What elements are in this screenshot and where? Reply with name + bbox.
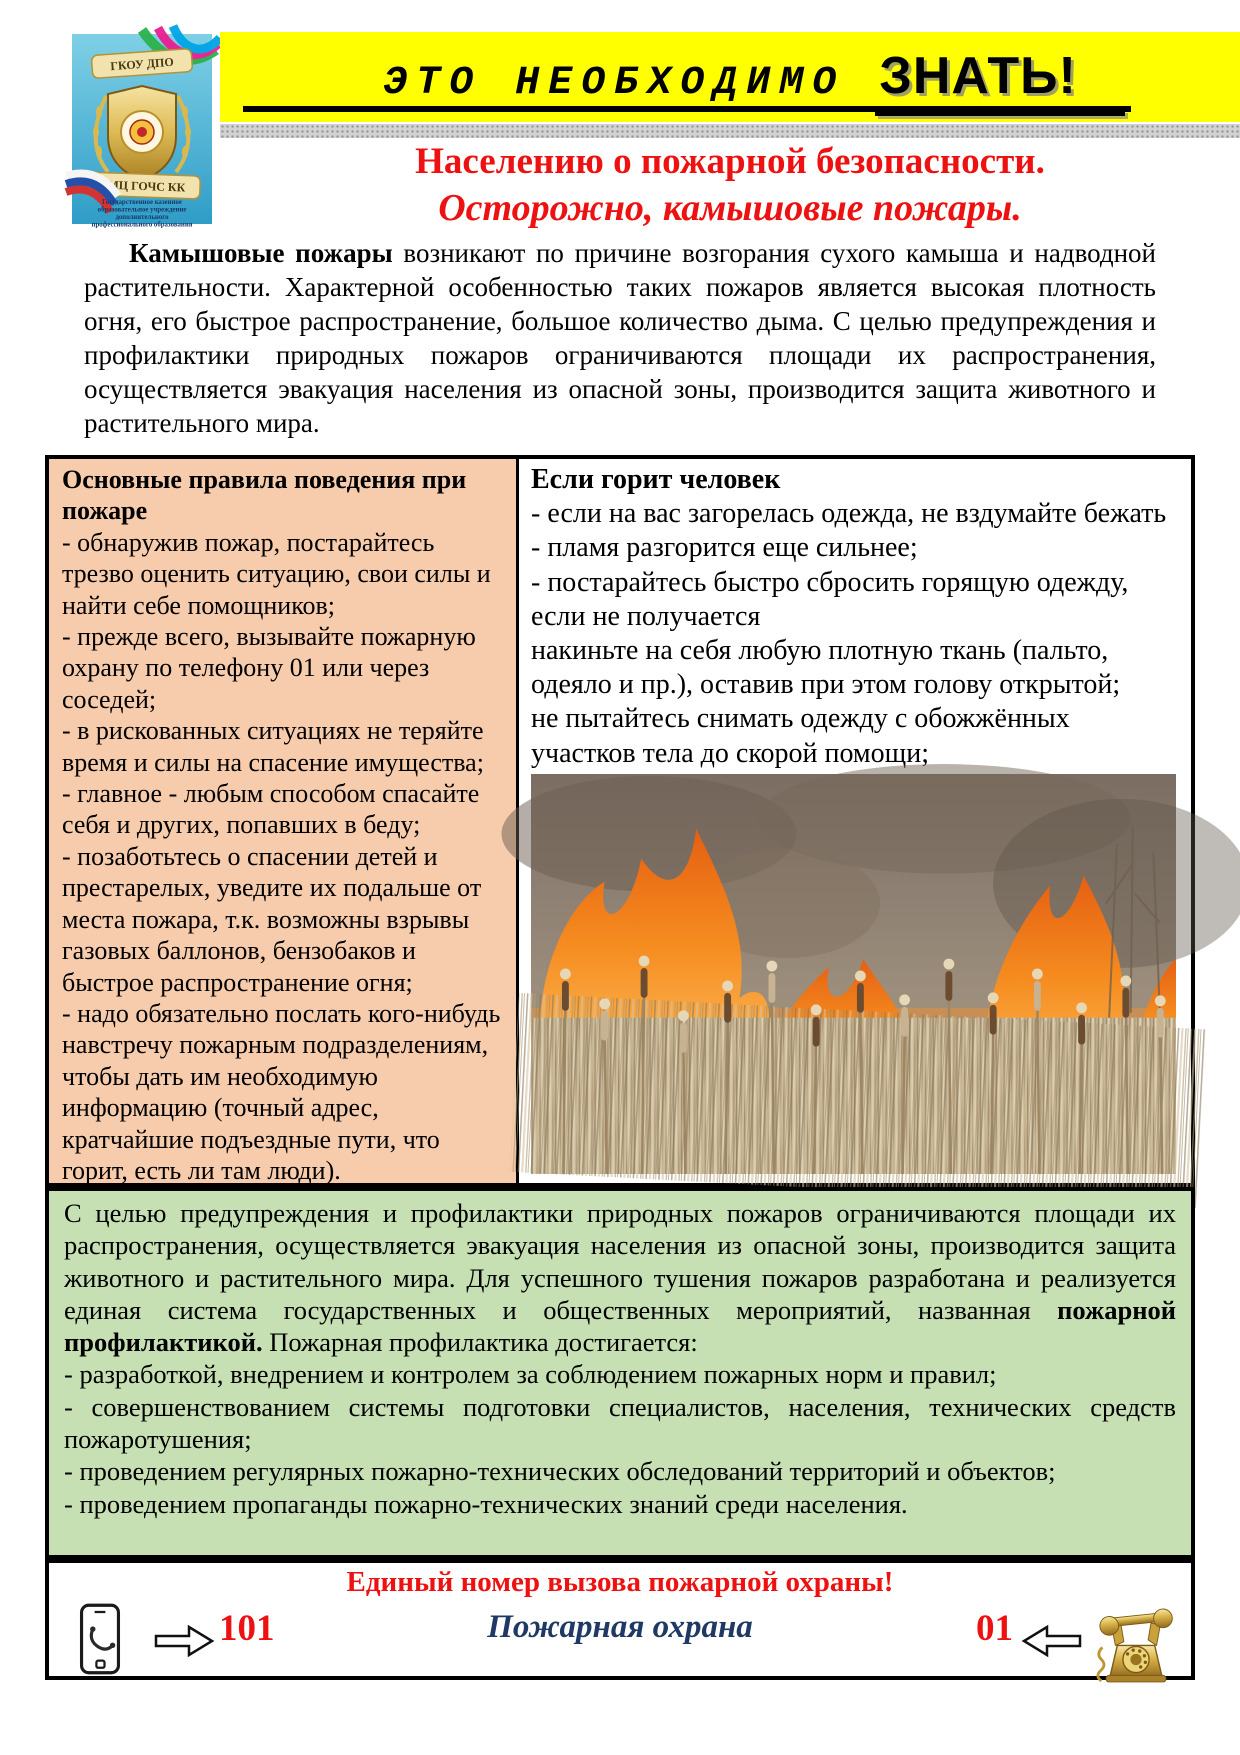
logo-top-banner-text: ГКОУ ДПО [109,54,175,74]
svg-text:Государственное казенное: Государственное казенное [102,199,182,206]
logo-bottom-banner-text: УМЦ ГОЧС КК [98,177,186,195]
prevention-item: - разработкой, внедрением и контролем за соблюдением пожарных норм и правил; [64,1359,997,1390]
page-subtitle: Осторожно, камышовые пожары. [438,187,1022,229]
fire-service-label: Пожарная охрана [487,1609,753,1645]
organization-logo [72,34,212,229]
rotary-phone-icon [1093,1593,1179,1683]
emergency-headline: Единый номер вызова пожарной охраны! [346,1566,894,1598]
page-title: Населению о пожарной безопасности. [415,141,1045,182]
rules-item: - позаботьтесь о спасении детей и престарелых, уведите их подальше от места пожара, т.к. возможны взрывы газовых баллонов, бензобаков и быстрое распространение огня; [62,841,482,997]
rules-item: - обнаружив пожар, постарайтесь трезво оценить ситуацию, свои силы и найти себе помощников; [62,527,491,620]
intro-text: возникают по причине возгорания сухого камыша и надводной растительности. Характерной особенностью таких пожаров является высокая плотность огня, его быстрое распространение, большое количество дыма. С целью предупреждения и профилактики природных пожаров ограничиваются площади их распространения, осуществляется эвакуация населения из опасной зоны, производится защита животного и растительного мира. [84,238,1156,438]
burning-person-item: - если на вас загорелась одежда, не вздумайте бежать - пламя разгорится еще сильнее; [531,498,1167,564]
rules-item: - надо обязательно послать кого-нибудь навстречу пожарным подразделениям, чтобы дать им необходимую информацию (точный адрес, кратчайшие подъездные пути, что горит, есть ли там люди). [62,998,501,1185]
prevention-text: С целью предупреждения и профилактики природных пожаров ограничиваются площади их распространения, осуществляется эвакуация населения из опасной зоны, производится защита животного и растительного мира. Для успешного тушения пожаров разработана и реализуется единая система государственных и общественных мероприятий, названная [64,1198,1176,1325]
dotted-divider [220,124,1240,138]
band-underline-shadowed [875,110,1125,116]
rules-item: - в рискованных ситуациях не теряйте время и силы на спасение имущества; [62,716,484,777]
emergency-numbers-row [49,1599,1191,1676]
burning-person-title: Если горит человек [531,464,781,495]
intro-lead-bold: Камышовые пожары [129,238,393,268]
emergency-numbers-panel [45,1559,1195,1680]
landline-emergency-number: 01 [976,1608,1013,1649]
prevention-item: - проведением пропаганды пожарно-технических знаний среди населения. [64,1488,908,1519]
prevention-item: - проведением регулярных пожарно-технических обследований территорий и объектов; [64,1456,1056,1487]
prevention-panel [45,1187,1195,1559]
svg-text:образовательное учреждение: образовательное учреждение [97,206,187,214]
band-slogan-text: ЭТО НЕОБХОДИМО [383,61,846,106]
prevention-text-after: Пожарная профилактика достигается: [262,1327,698,1358]
prevention-bold-term: пожарной профилактикой. [64,1294,1176,1358]
burning-person-panel [519,459,1191,1183]
burning-person-item: - постарайтесь быстро сбросить горящую одежду, если не получается [531,566,1129,632]
burning-person-item: не пытайтесь снимать одежду с обожжённых участков тела до скорой помощи; [531,703,1070,769]
prevention-paragraph [64,1197,1176,1358]
logo-emblem-graphic [72,34,212,229]
mobile-emergency-number: 101 [219,1608,275,1649]
arrow-left-icon [1021,1623,1083,1659]
svg-text:дополнительного: дополнительного [115,214,169,221]
rules-table [45,455,1195,1187]
prevention-item: - совершенствованием системы подготовки специалистов, населения, технических средств пожаротушения; [64,1391,1176,1455]
rules-item: - главное - любым способом спасайте себя и других, попавших в беду; [62,779,480,840]
rules-item: - прежде всего, вызывайте пожарную охрану по телефону 01 или через соседей; [62,622,476,714]
reed-fire-photo [531,774,1176,1174]
svg-text:профессионального образования: профессионального образования [91,221,193,229]
intro-paragraph [84,236,1156,440]
band-slogan-emphasis: ЗНАТЬ! [879,47,1077,105]
rules-panel-title: Основные правила поведения при пожаре [62,465,467,526]
burning-person-item: накиньте на себя любую плотную ткань (пальто, одеяло и пр.), оставив при этом голову открытой; [531,635,1121,701]
rules-panel [49,459,519,1183]
header-band [220,32,1240,122]
